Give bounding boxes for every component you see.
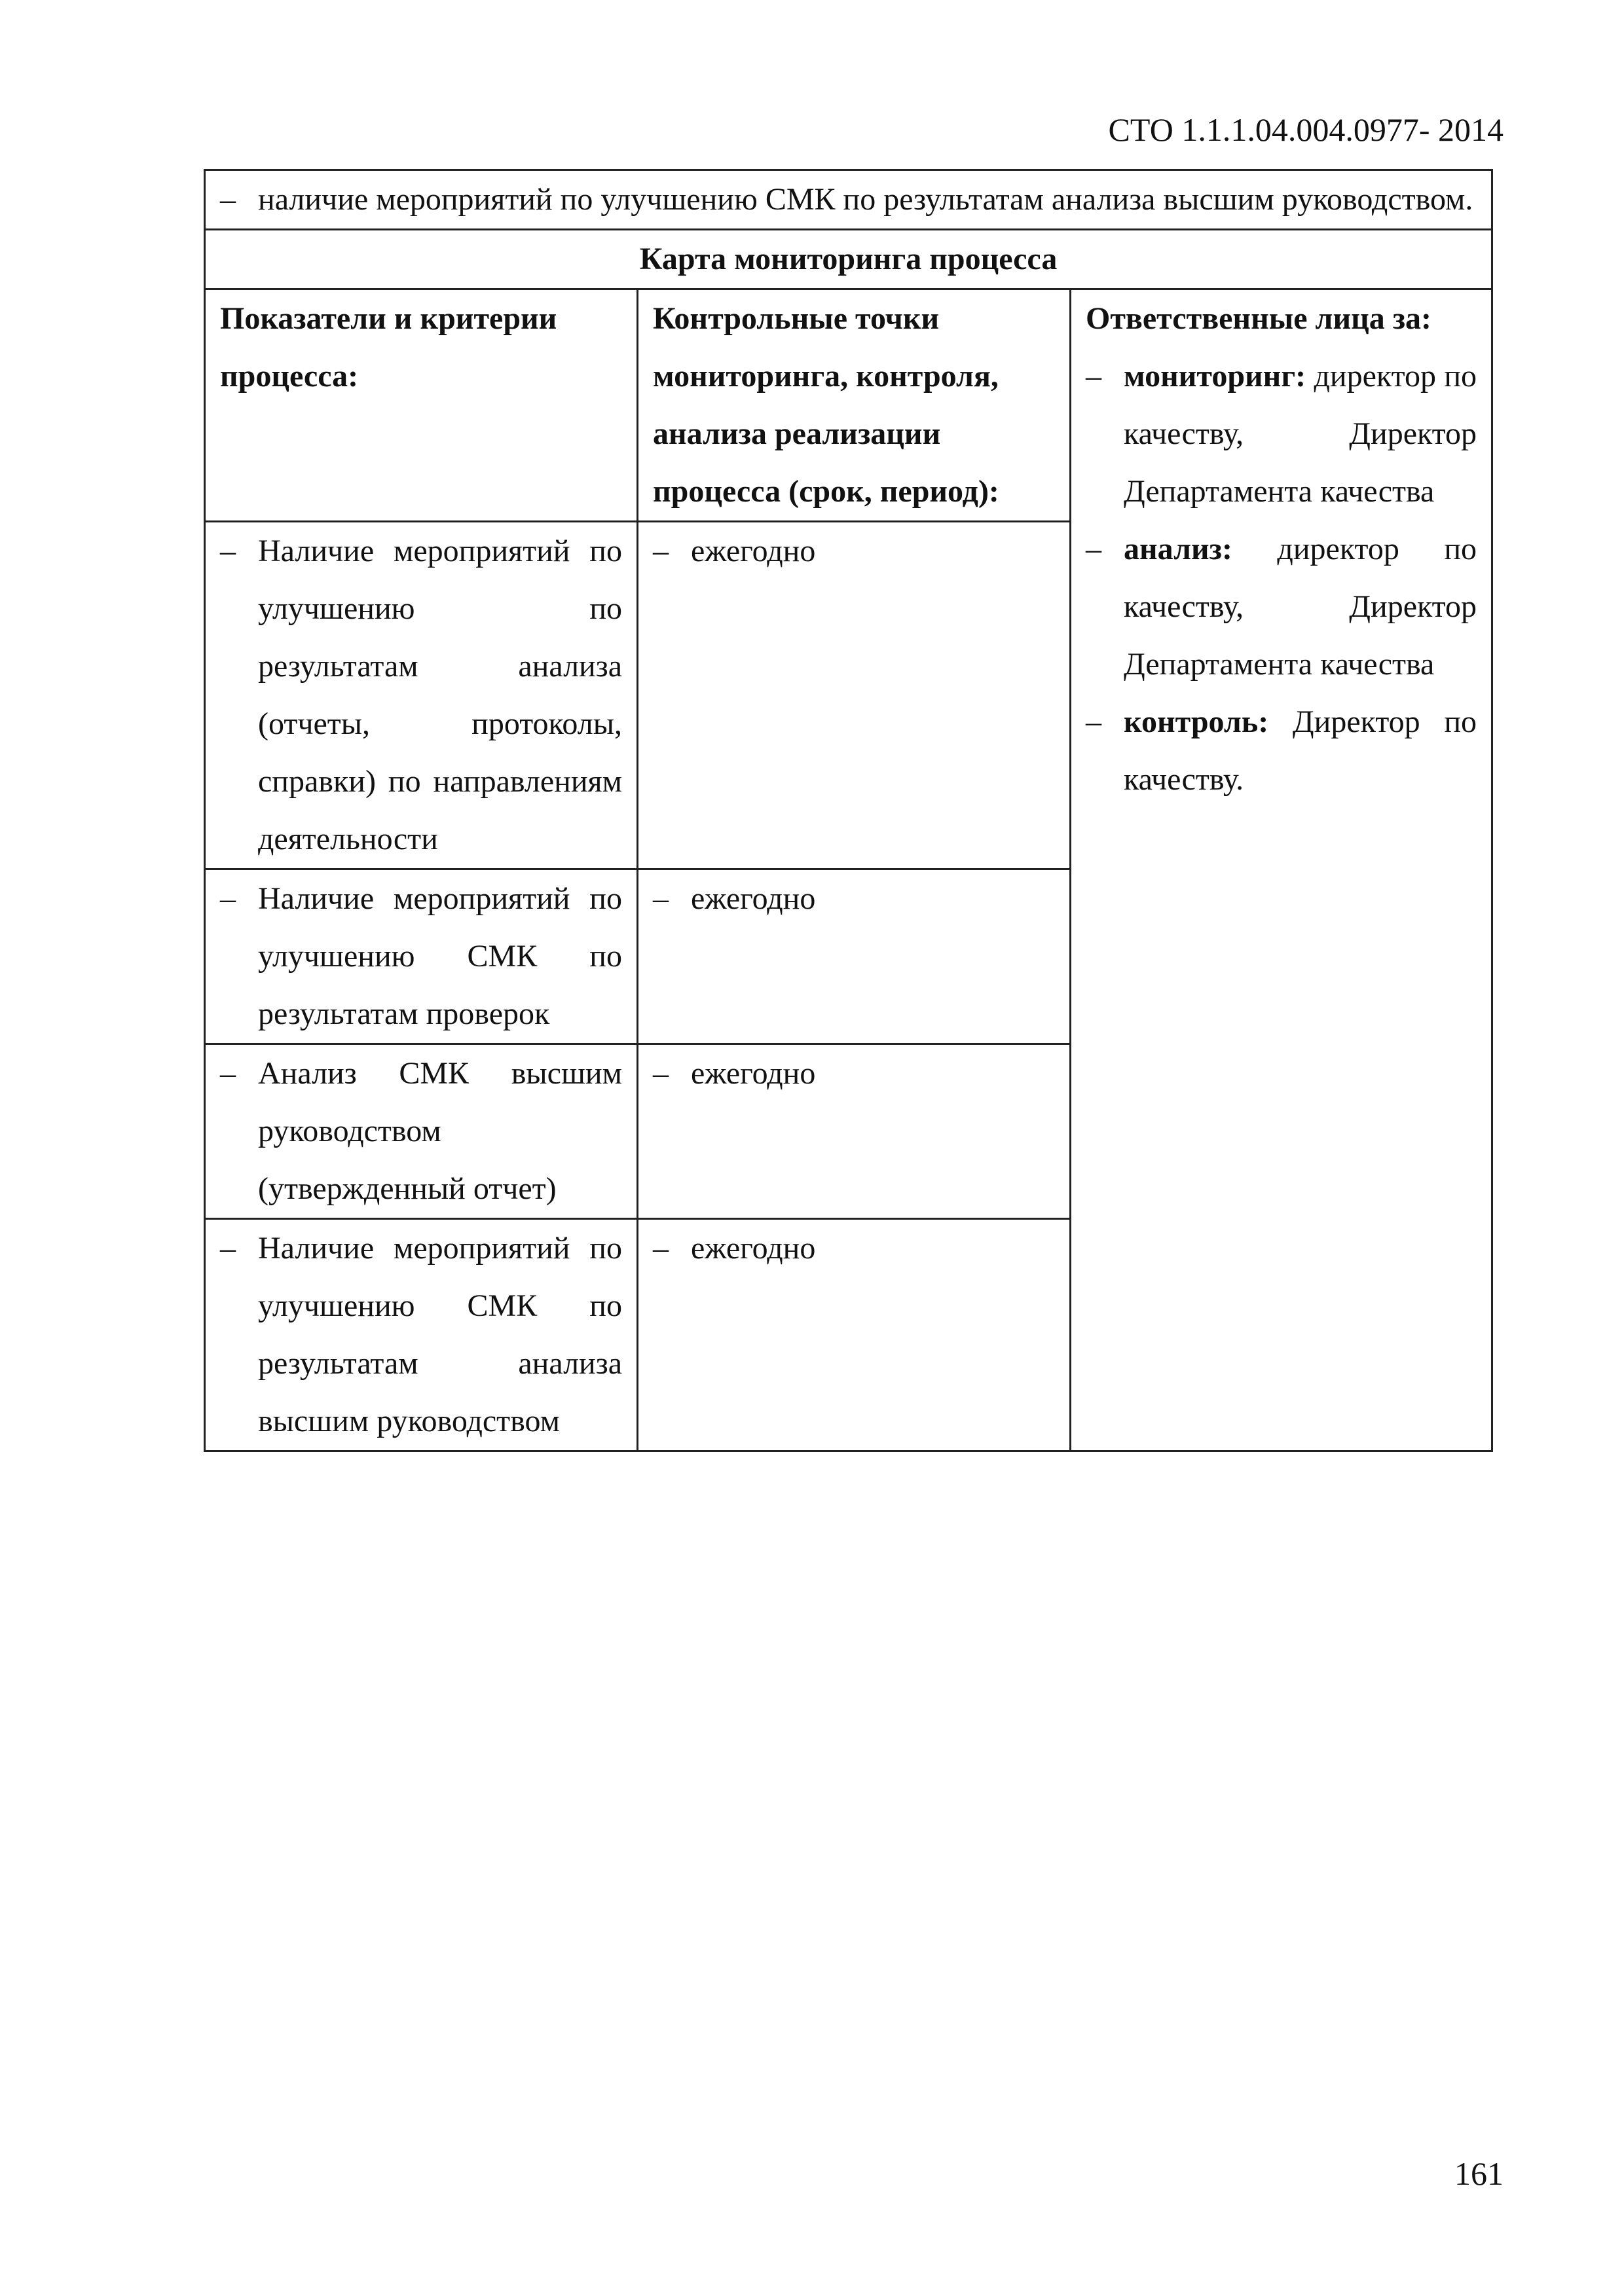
responsible-term: контроль: [1124, 704, 1269, 739]
header-control-points: Контрольные точки мониторинга, контроля, анализа реализации процесса (срок, период): [638, 289, 1071, 522]
criterion-cell [205, 1044, 638, 1219]
period-cell [638, 522, 1071, 869]
responsible-term: анализ: [1124, 532, 1232, 566]
responsible-item-analysis [1086, 520, 1477, 693]
period-cell [638, 1044, 1071, 1219]
period-cell [638, 1219, 1071, 1451]
intro-text: – наличие мероприятий по улучшению СМК по результатам анализа высшим руководством. [220, 171, 1477, 228]
header-responsible: Ответственные лица за: [1086, 301, 1432, 336]
responsible-term: мониторинг: [1124, 359, 1306, 393]
page-number: 161 [1454, 2155, 1504, 2192]
title-row [205, 230, 1492, 289]
intro-row [205, 170, 1492, 230]
responsible-text: директор по качеству, Директор Департамента качества [1124, 532, 1477, 682]
intro-cell [205, 170, 1492, 230]
criterion-cell [205, 522, 638, 869]
period-text: – ежегодно [653, 522, 1055, 580]
document-code: СТО 1.1.1.04.004.0977- 2014 [1108, 111, 1504, 148]
responsible-cell [1071, 289, 1492, 1451]
period-cell [638, 869, 1071, 1044]
monitoring-map-table [204, 169, 1493, 1452]
criterion-text: – Наличие мероприятий по улучшению СМК по результатам анализа высшим руководством [220, 1220, 622, 1450]
period-text: – ежегодно [653, 870, 1055, 928]
criterion-text: – Анализ СМК высшим руководством (утвержденный отчет) [220, 1045, 622, 1218]
header-criteria: Показатели и критерии процесса: [205, 289, 638, 522]
period-text: – ежегодно [653, 1220, 1055, 1277]
responsible-text: Директор по качеству. [1124, 704, 1477, 797]
criterion-text: – Наличие мероприятий по улучшению СМК по результатам проверок [220, 870, 622, 1043]
header-row [205, 289, 1492, 522]
responsible-text: директор по качеству, Директор Департамента качества [1124, 359, 1477, 509]
responsible-item-control [1086, 693, 1477, 809]
period-text: – ежегодно [653, 1045, 1055, 1102]
table-title: Карта мониторинга процесса [205, 230, 1492, 289]
criterion-cell [205, 869, 638, 1044]
criterion-text: – Наличие мероприятий по улучшению по результатам анализа (отчеты, протоколы, справки) по направлениям деятельности [220, 522, 622, 868]
criterion-cell [205, 1219, 638, 1451]
responsible-item-monitoring [1086, 348, 1477, 520]
